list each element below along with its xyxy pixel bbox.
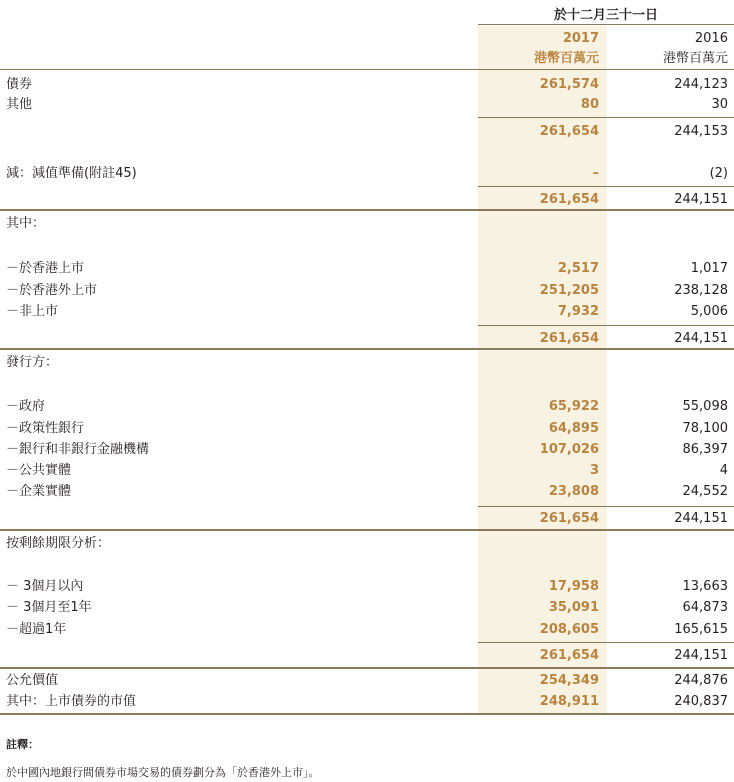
table-row — [0, 671, 734, 691]
rule-header-bottom — [0, 69, 734, 70]
table-row — [0, 620, 734, 640]
col-2016-year: 2016 — [694, 31, 728, 46]
total-row — [0, 329, 734, 349]
value-2017: 261,654 — [539, 192, 599, 207]
total-row — [0, 509, 734, 529]
rule-sum-top — [478, 506, 734, 507]
value-2017: 3 — [589, 463, 599, 478]
table-row — [0, 419, 734, 439]
value-2017: 64,895 — [548, 421, 599, 436]
row-label: －公共實體 — [6, 463, 72, 478]
value-2016: 64,873 — [682, 600, 728, 615]
value-2017: 254,349 — [539, 673, 599, 688]
row-label: －銀行和非銀行金融機構 — [6, 442, 150, 457]
col-2017-unit: 港幣百萬元 — [533, 51, 599, 66]
value-2016: 4 — [719, 463, 728, 478]
section-heading — [0, 353, 734, 373]
rule-sum-top — [478, 642, 734, 643]
value-2017: 2,517 — [557, 261, 599, 276]
row-label: 其中： — [6, 216, 46, 231]
rule-section-divider — [0, 667, 734, 669]
value-2016: 30 — [711, 97, 728, 112]
col-2017-year: 2017 — [562, 31, 599, 46]
date-header: 於十二月三十一日 — [553, 8, 658, 23]
value-2016: 244,151 — [674, 331, 728, 346]
row-label: 減：減值準備(附註45) — [6, 166, 137, 181]
table-row — [0, 598, 734, 618]
table-row — [0, 281, 734, 301]
row-label: －政府 — [6, 399, 46, 414]
section-heading — [0, 534, 734, 554]
value-2017: – — [592, 166, 599, 181]
rule-sum-top — [478, 325, 734, 326]
notes-title: 註釋： — [6, 738, 39, 751]
value-2016: 244,151 — [674, 511, 728, 526]
row-label: － 3個月至1年 — [6, 600, 92, 615]
col-2016-unit: 港幣百萬元 — [662, 51, 728, 66]
row-label: 債券 — [6, 77, 33, 92]
subtotal-row — [0, 122, 734, 142]
value-2017: 107,026 — [539, 442, 599, 457]
rule-sum-top — [478, 186, 734, 187]
value-2016: 86,397 — [682, 442, 728, 457]
value-2017: 261,654 — [539, 511, 599, 526]
value-2017: 23,808 — [548, 484, 599, 499]
section-heading — [0, 214, 734, 234]
value-2016: 244,153 — [674, 124, 728, 139]
value-2017: 7,932 — [557, 304, 599, 319]
row-label: － 3個月以內 — [6, 579, 84, 594]
value-2017: 251,205 — [539, 283, 599, 298]
table-row — [0, 440, 734, 460]
value-2017: 65,922 — [548, 399, 599, 414]
value-2016: 240,837 — [674, 694, 728, 709]
row-label: －於香港上市 — [6, 261, 85, 276]
value-2017: 261,574 — [539, 77, 599, 92]
value-2016: 78,100 — [682, 421, 728, 436]
value-2016: 244,151 — [674, 648, 728, 663]
table-row — [0, 577, 734, 597]
row-label: 公允價值 — [6, 673, 59, 688]
row-label: －於香港外上市 — [6, 283, 98, 298]
value-2017: 261,654 — [539, 331, 599, 346]
value-2017: 17,958 — [548, 579, 599, 594]
value-2017: 208,605 — [539, 622, 599, 637]
value-2016: 165,615 — [674, 622, 728, 637]
value-2017: 248,911 — [539, 694, 599, 709]
value-2016: 5,006 — [690, 304, 728, 319]
row-label: －政策性銀行 — [6, 421, 85, 436]
table-row — [0, 692, 734, 712]
value-2017: 261,654 — [539, 124, 599, 139]
value-2016: 244,123 — [674, 77, 728, 92]
value-2016: 238,128 — [674, 283, 728, 298]
rule-section-divider — [0, 529, 734, 531]
total-row — [0, 190, 734, 210]
rule-sum-top — [478, 117, 734, 118]
table-row — [0, 75, 734, 95]
rule-table-bottom — [0, 713, 734, 715]
value-2017: 80 — [580, 97, 599, 112]
row-label: 按剩餘期限分析： — [6, 536, 111, 551]
row-label: 其他 — [6, 97, 33, 112]
value-2016: 55,098 — [682, 399, 728, 414]
value-2017: 35,091 — [548, 600, 599, 615]
table-row — [0, 95, 734, 115]
value-2016: 13,663 — [682, 579, 728, 594]
row-label: －非上市 — [6, 304, 59, 319]
table-row — [0, 259, 734, 279]
value-2016: 244,876 — [674, 673, 728, 688]
row-label: 發行方： — [6, 355, 59, 370]
value-2016: 1,017 — [690, 261, 728, 276]
value-2017: 261,654 — [539, 648, 599, 663]
table-row — [0, 482, 734, 502]
table-row — [0, 302, 734, 322]
total-row — [0, 646, 734, 666]
table-row — [0, 397, 734, 417]
row-label: 其中：上市債券的市值 — [6, 694, 137, 709]
row-label: －超過1年 — [6, 622, 67, 637]
notes-body: 於中國內地銀行間債券市場交易的債券劃分為「於香港外上市」。 — [6, 766, 320, 779]
value-2016: 244,151 — [674, 192, 728, 207]
header-rule — [478, 24, 734, 25]
row-label: －企業實體 — [6, 484, 72, 499]
value-2016: 24,552 — [682, 484, 728, 499]
value-2016: (2) — [709, 166, 728, 181]
table-row — [0, 164, 734, 184]
table-row — [0, 461, 734, 481]
